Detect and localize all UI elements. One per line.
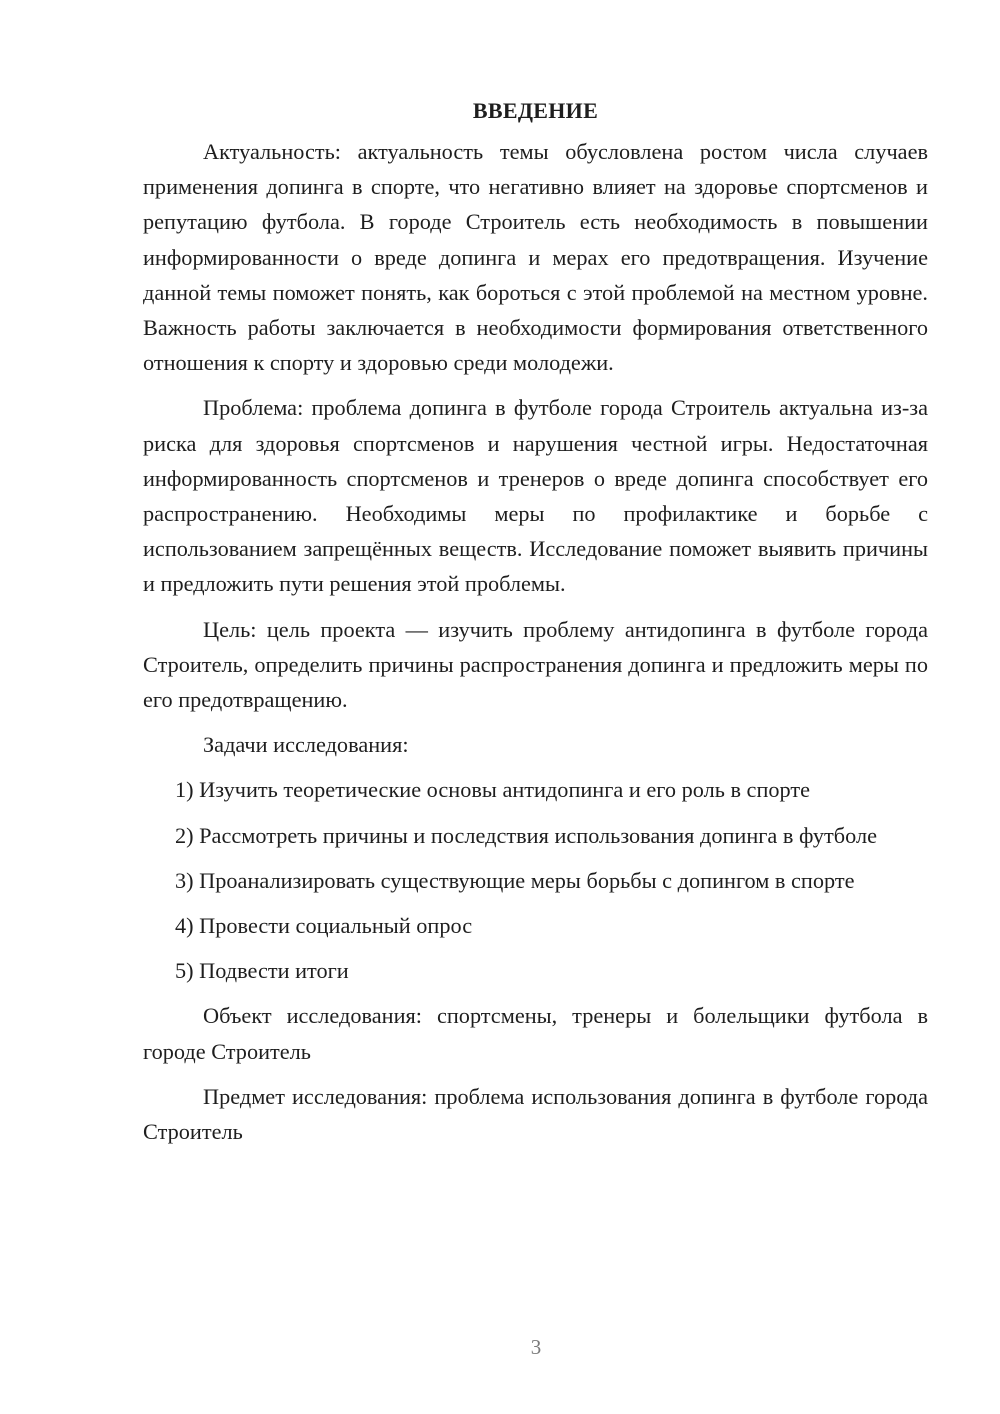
spacer bbox=[143, 717, 928, 727]
page-number: 3 bbox=[530, 1335, 542, 1359]
task-item: 3) Проанализировать существующие меры борьбы с допингом в спорте bbox=[175, 867, 855, 893]
page-content bbox=[143, 94, 928, 1149]
task-item: 5) Подвести итоги bbox=[175, 958, 349, 984]
spacer bbox=[143, 853, 928, 863]
task-item: 1) Изучить теоретические основы антидопинга и его роль в спорте bbox=[175, 777, 811, 803]
paragraph-tasks-heading: Задачи исследования: bbox=[203, 732, 409, 758]
spacer bbox=[143, 988, 928, 998]
spacer bbox=[143, 762, 928, 772]
spacer bbox=[143, 1069, 928, 1079]
paragraph-problem: Проблема: проблема допинга в футболе города Строитель актуальна из-за риска для здоровья спортсменов и нарушения честной игры. Недостаточная информированность спортсменов и тренеров о вреде допинга способствует его распространению. Необходимы меры по профилактике и борьбе с использованием запрещённых веществ. Исследование поможет выявить причины и предложить пути решения этой проблемы. bbox=[143, 395, 928, 597]
spacer bbox=[143, 898, 928, 908]
paragraph-object: Объект исследования: спортсмены, тренеры и болельщики футбола в городе Строитель bbox=[143, 1003, 928, 1064]
spacer bbox=[143, 380, 928, 390]
section-heading: ВВЕДЕНИЕ bbox=[472, 98, 599, 123]
spacer bbox=[143, 943, 928, 953]
task-item: 4) Провести социальный опрос bbox=[175, 913, 473, 939]
paragraph-relevance: Актуальность: актуальность темы обусловлена ростом числа случаев применения допинга в спорте, что негативно влияет на здоровье спортсменов и репутацию футбола. В городе Строитель есть необходимость в повышении информированности о вреде допинга и мерах его предотвращения. Изучение данной темы поможет понять, как бороться с этой проблемой на местном уровне. Важность работы заключается в необходимости формирования ответственного отношения к спорту и здоровью среди молодежи. bbox=[143, 139, 928, 376]
spacer bbox=[143, 808, 928, 818]
paragraph-subject: Предмет исследования: проблема использования допинга в футболе города Строитель bbox=[143, 1083, 928, 1145]
paragraph-goal: Цель: цель проекта — изучить проблему антидопинга в футболе города Строитель, определить причины распространения допинга и предложить меры по его предотвращению. bbox=[143, 616, 928, 713]
spacer bbox=[143, 602, 928, 612]
task-item: 2) Рассмотреть причины и последствия использования допинга в футболе bbox=[175, 822, 878, 848]
